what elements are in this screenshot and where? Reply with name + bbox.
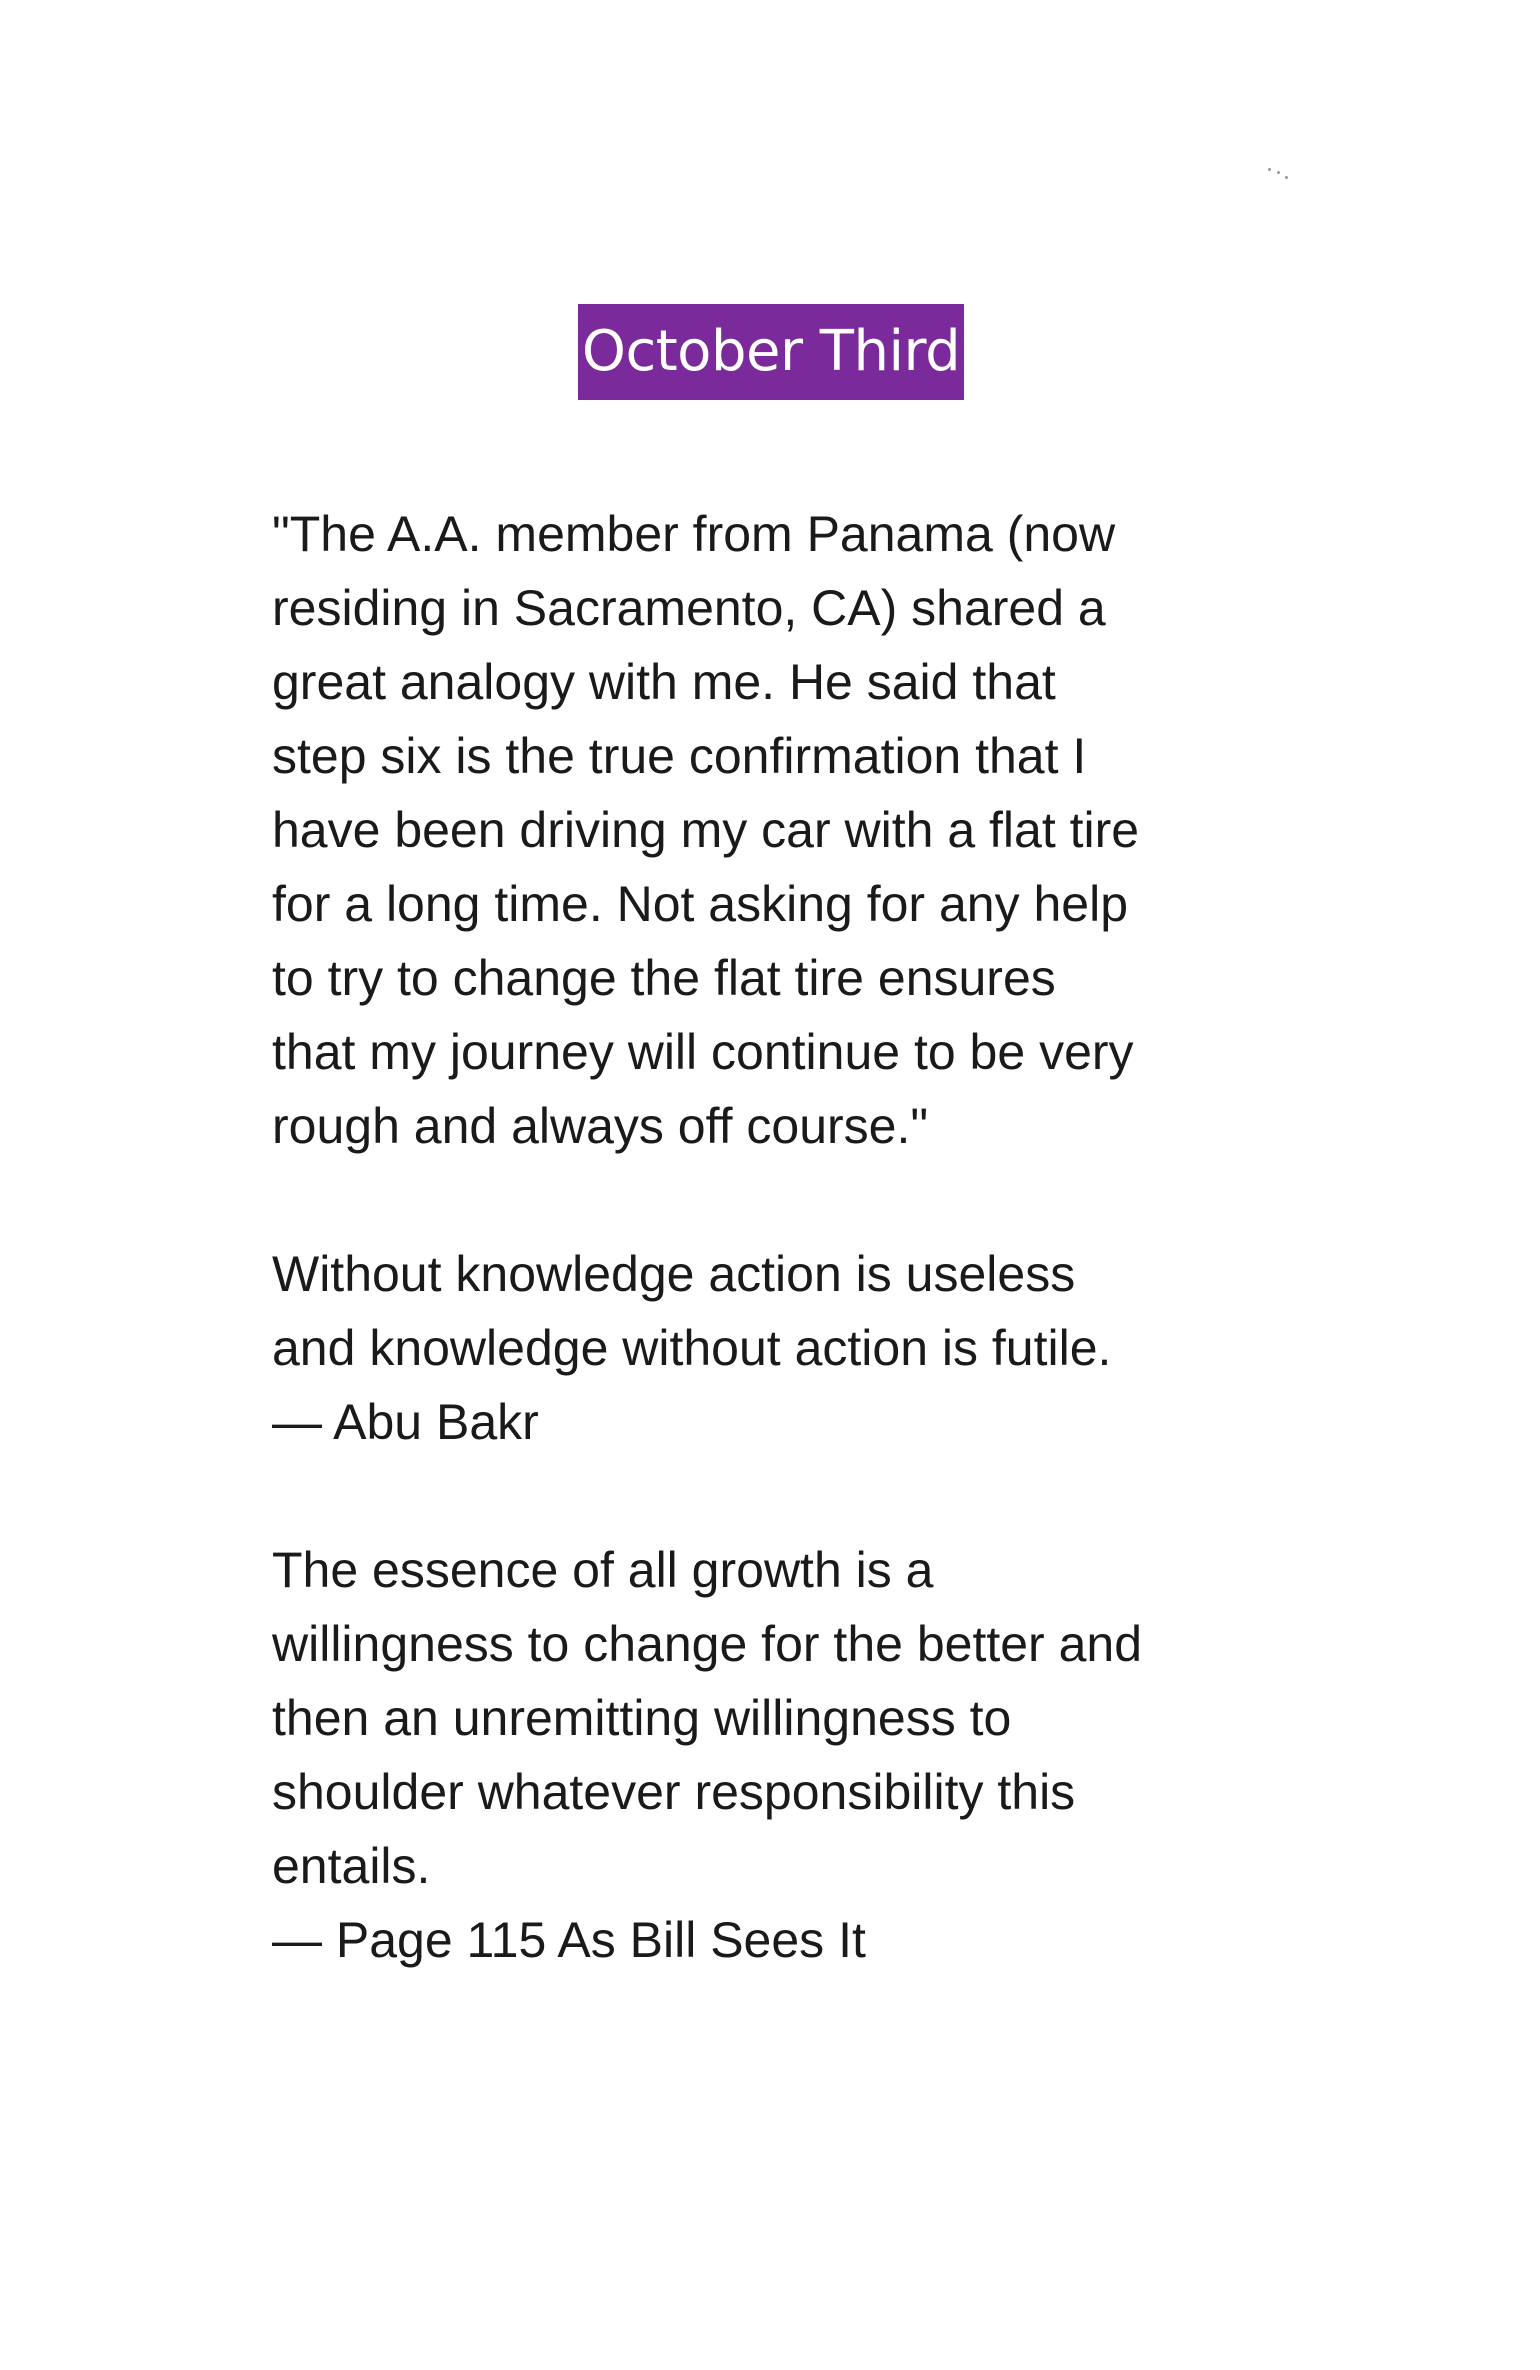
paragraph-spacer bbox=[272, 1163, 1312, 1237]
abu-bakr-quote-text: Without knowledge action is useless and knowledge without action is futile. bbox=[272, 1246, 1112, 1376]
member-quote-text: "The A.A. member from Panama (now residing in Sacramento, CA) shared a great analogy with me. He said that step six is the true confirmation that I have been driving my car with a flat tire for a long time. Not asking for any help to try to change the flat tire ensures that my journey will continue to be very rough and always off course." bbox=[272, 506, 1140, 1154]
page-title: October Third bbox=[578, 304, 964, 400]
bill-sees-it-attribution: — Page 115 As Bill Sees It bbox=[272, 1912, 866, 1968]
bill-sees-it-quote-text: The essence of all growth is a willingness to change for the better and then an unremitting willingness to shoulder whatever responsibility this entails. bbox=[272, 1542, 1142, 1894]
reading-content bbox=[272, 497, 1312, 1977]
title-container bbox=[0, 304, 1540, 400]
scan-speck-mark bbox=[1268, 168, 1294, 182]
abu-bakr-attribution: — Abu Bakr bbox=[272, 1394, 539, 1450]
paragraph-spacer bbox=[272, 1459, 1312, 1533]
